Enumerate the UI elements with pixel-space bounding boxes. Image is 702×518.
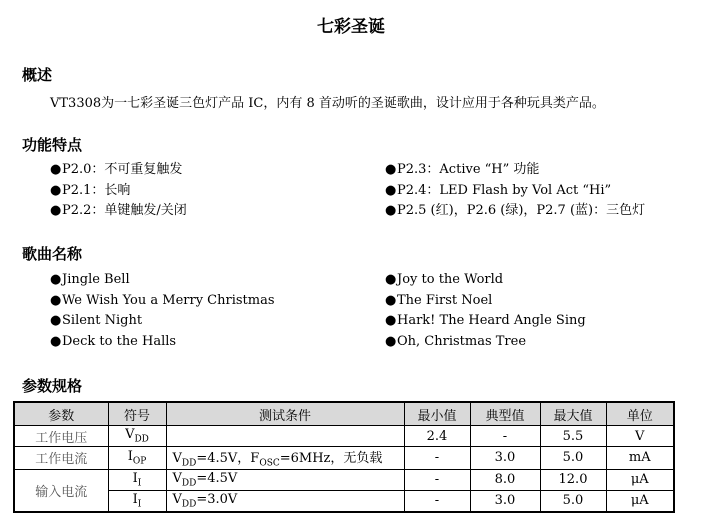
table-row xyxy=(14,490,674,512)
songs-heading: 歌曲名称 xyxy=(22,245,83,263)
list-item: ●We Wish You a Merry Christmas xyxy=(50,291,275,312)
typ-cell: 3.0 xyxy=(470,447,540,470)
typ-cell: 8.0 xyxy=(470,469,540,490)
bullet-icon: ● xyxy=(50,182,62,198)
symbol-cell: $I_I$ xyxy=(108,490,166,512)
overview-heading: 概述 xyxy=(22,66,53,84)
unit-cell: V xyxy=(606,426,674,447)
list-item: ●P2.5 (红)，P2.6 (绿)，P2.7 (蓝)：三色灯 xyxy=(385,201,645,222)
bullet-icon: ● xyxy=(385,182,397,198)
unit-cell: μA xyxy=(606,469,674,490)
features-left-list xyxy=(50,160,187,222)
min-cell: - xyxy=(404,490,470,512)
table-row xyxy=(14,426,674,447)
min-cell: - xyxy=(404,447,470,470)
list-item: ●Jingle Bell xyxy=(50,270,275,291)
column-header: 典型值 xyxy=(470,402,540,426)
column-header: 测试条件 xyxy=(166,402,404,426)
list-item: ●Hark! The Heard Angle Sing xyxy=(385,311,586,332)
list-item: ●P2.2：单键触发/关闭 xyxy=(50,201,187,222)
list-item: ●Joy to the World xyxy=(385,270,586,291)
list-item: ●The First Noel xyxy=(385,291,586,312)
typ-cell: - xyxy=(470,426,540,447)
typ-cell: 3.0 xyxy=(470,490,540,512)
table-row xyxy=(14,469,674,490)
bullet-icon: ● xyxy=(50,313,62,328)
bullet-icon: ● xyxy=(50,333,62,349)
overview-text: VT3308为一七彩圣诞三色灯产品 IC，内有 8 首动听的圣诞歌曲，设计应用于各种玩具类产品。 xyxy=(50,96,605,111)
bullet-icon: ● xyxy=(50,272,62,287)
bullet-icon: ● xyxy=(50,162,62,177)
condition-cell: $V_{DD}=4.5V$，$F_{OSC}=6MHz$，无负载 xyxy=(166,447,404,470)
spec-heading: 参数规格 xyxy=(22,377,83,395)
list-item: ●P2.1：长响 xyxy=(50,181,187,202)
symbol-cell: $I_I$ xyxy=(108,469,166,490)
condition-cell: $V_{DD}=4.5V$ xyxy=(166,469,404,490)
condition-cell: $V_{DD}=3.0V$ xyxy=(166,490,404,512)
bullet-icon: ● xyxy=(50,203,62,218)
bullet-icon: ● xyxy=(50,292,62,308)
unit-cell: mA xyxy=(606,447,674,470)
table-row xyxy=(14,447,674,470)
bullet-icon: ● xyxy=(385,203,397,218)
param-cell: 输入电流 xyxy=(14,469,108,512)
unit-cell: μA xyxy=(606,490,674,512)
min-cell: 2.4 xyxy=(404,426,470,447)
songs-left-list xyxy=(50,270,275,352)
max-cell: 12.0 xyxy=(540,469,606,490)
bullet-icon: ● xyxy=(385,333,397,349)
min-cell: - xyxy=(404,469,470,490)
table-header-row xyxy=(14,402,674,426)
bullet-icon: ● xyxy=(385,292,397,308)
page-title: 七彩圣诞 xyxy=(317,17,385,37)
column-header: 符号 xyxy=(108,402,166,426)
column-header: 最大值 xyxy=(540,402,606,426)
list-item: ●Oh, Christmas Tree xyxy=(385,332,586,353)
max-cell: 5.5 xyxy=(540,426,606,447)
spec-table xyxy=(13,401,675,513)
column-header: 最小值 xyxy=(404,402,470,426)
list-item: ●P2.3：Active “H” 功能 xyxy=(385,160,645,181)
songs-right-list xyxy=(385,270,586,352)
param-cell: 工作电压 xyxy=(14,426,108,447)
list-item: ●P2.4：LED Flash by Vol Act “Hi” xyxy=(385,181,645,202)
bullet-icon: ● xyxy=(385,272,397,287)
column-header: 参数 xyxy=(14,402,108,426)
bullet-icon: ● xyxy=(385,313,397,328)
list-item: ●P2.0：不可重复触发 xyxy=(50,160,187,181)
features-heading: 功能特点 xyxy=(22,136,83,154)
symbol-cell: $V_{DD}$ xyxy=(108,426,166,447)
condition-cell xyxy=(166,426,404,447)
symbol-cell: $I_{OP}$ xyxy=(108,447,166,470)
max-cell: 5.0 xyxy=(540,490,606,512)
param-cell: 工作电流 xyxy=(14,447,108,470)
list-item: ●Silent Night xyxy=(50,311,275,332)
column-header: 单位 xyxy=(606,402,674,426)
list-item: ●Deck to the Halls xyxy=(50,332,275,353)
max-cell: 5.0 xyxy=(540,447,606,470)
features-right-list xyxy=(385,160,645,222)
bullet-icon: ● xyxy=(385,162,397,177)
